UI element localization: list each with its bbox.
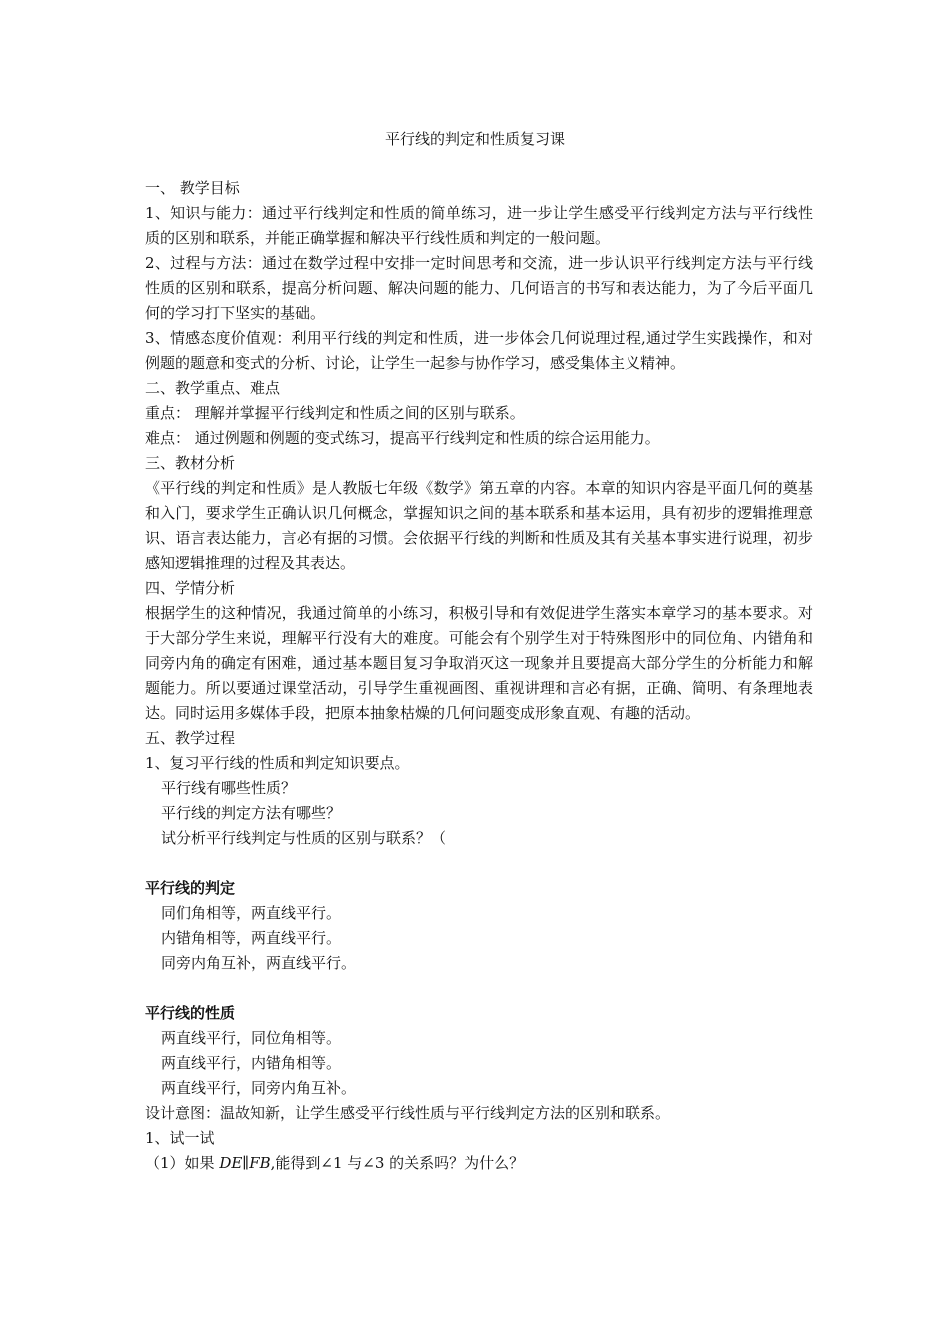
judgement-rule-3: 同旁内角互补，两直线平行。 — [161, 954, 357, 972]
difficult-point: 难点： 通过例题和例题的变式练习，提高平行线判定和性质的综合运用能力。 — [145, 429, 660, 447]
section-heading-process: 五、教学过程 — [145, 729, 236, 747]
review-question-1: 平行线有哪些性质？ — [161, 779, 297, 797]
spacer — [145, 976, 813, 1001]
property-rule-1: 两直线平行，同位角相等。 — [161, 1029, 342, 1047]
design-intent: 设计意图：温故知新，让学生感受平行线性质与平行线判定方法的区别和联系。 — [145, 1104, 671, 1122]
material-analysis: 《平行线的判定和性质》是人教版七年级《数学》第五章的内容。本章的知识内容是平面几何的奠基和入门，要求学生正确认识几何概念，掌握知识之间的基本联系和基本运用，具有初步的逻辑推理意识、语言表达能力，言必有据的习惯。会依据平行线的判断和性质及其有关基本事实进行说理，初步感知逻辑推理的过程及其表达。 — [145, 479, 813, 572]
property-rule-2: 两直线平行，内错角相等。 — [161, 1054, 342, 1072]
document-body — [145, 176, 813, 1176]
section-heading-objectives: 一、 教学目标 — [145, 179, 240, 197]
section-heading-key-points: 二、教学重点、难点 — [145, 379, 281, 397]
judgement-rule-1: 同们角相等，两直线平行。 — [161, 904, 342, 922]
section-heading-material: 三、教材分析 — [145, 454, 236, 472]
objective-attitude: 3、情感态度价值观：利用平行线的判定和性质，进一步体会几何说理过程,通过学生实践操作，和对例题的题意和变式的分析、讨论，让学生一起参与协作学习，感受集体主义精神。 — [145, 329, 813, 372]
math-expression: DE∥FB — [219, 1154, 271, 1172]
objective-knowledge: 1、知识与能力：通过平行线判定和性质的简单练习，进一步让学生感受平行线判定方法与平行线性质的区别和联系，并能正确掌握和解决平行线性质和判定的一般问题。 — [145, 204, 813, 247]
document-title: 平行线的判定和性质复习课 — [384, 130, 565, 148]
try-question-suffix: ,能得到∠1 与∠3 的关系吗？为什么？ — [270, 1154, 525, 1172]
key-point: 重点： 理解并掌握平行线判定和性质之间的区别与联系。 — [145, 404, 525, 422]
property-rule-3: 两直线平行，同旁内角互补。 — [161, 1079, 357, 1097]
review-question-3: 试分析平行线判定与性质的区别与联系？（ — [161, 829, 447, 847]
judgement-rule-2: 内错角相等，两直线平行。 — [161, 929, 342, 947]
spacer — [145, 851, 813, 876]
process-item-1: 1、复习平行线的性质和判定知识要点。 — [145, 754, 410, 772]
try-question-prefix: （1）如果 — [145, 1154, 220, 1172]
objective-process: 2、过程与方法：通过在数学过程中安排一定时间思考和交流，进一步认识平行线判定方法与平行线性质的区别和联系，提高分析问题、解决问题的能力、几何语言的书写和表达能力，为了今后平面几何的学习打下坚实的基础。 — [145, 254, 813, 322]
section-heading-students: 四、学情分析 — [145, 579, 236, 597]
judgement-heading: 平行线的判定 — [145, 879, 236, 897]
student-analysis: 根据学生的这种情况，我通过简单的小练习，积极引导和有效促进学生落实本章学习的基本要求。对于大部分学生来说，理解平行没有大的难度。可能会有个别学生对于特殊图形中的同位角、内错角和同旁内角的确定有困难，通过基本题目复习争取消灭这一现象并且要提高大部分学生的分析能力和解题能力。所以要通过课堂活动，引导学生重视画图、重视讲理和言必有据，正确、简明、有条理地表达。同时运用多媒体手段，把原本抽象枯燥的几何问题变成形象直观、有趣的活动。 — [145, 604, 813, 722]
try-heading: 1、试一试 — [145, 1129, 215, 1147]
try-question-1 — [145, 1151, 813, 1176]
review-question-2: 平行线的判定方法有哪些？ — [161, 804, 342, 822]
property-heading: 平行线的性质 — [145, 1004, 236, 1022]
